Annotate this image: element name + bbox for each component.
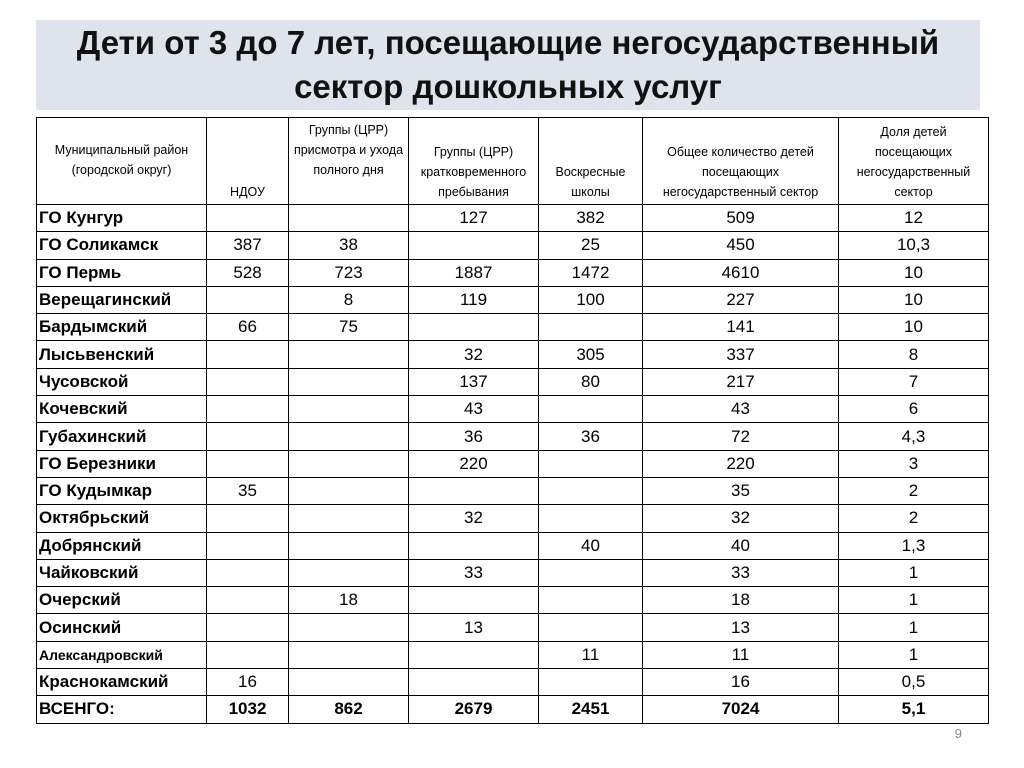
- cell-share: 2: [839, 477, 989, 504]
- cell-share: 12: [839, 205, 989, 232]
- table-row: [37, 477, 989, 504]
- cell-ndou: 387: [207, 232, 289, 259]
- table-row: [37, 614, 989, 641]
- table-row: [37, 669, 989, 696]
- cell-full-day: [289, 477, 409, 504]
- cell-full-day: 38: [289, 232, 409, 259]
- cell-share: 6: [839, 396, 989, 423]
- cell-district: ГО Пермь: [37, 259, 207, 286]
- cell-full-day: [289, 614, 409, 641]
- cell-ndou: [207, 368, 289, 395]
- total-row: [37, 696, 989, 723]
- cell-district: ГО Кунгур: [37, 205, 207, 232]
- cell-short-stay: [409, 641, 539, 668]
- cell-short-stay: 119: [409, 286, 539, 313]
- cell-district: Александровский: [37, 641, 207, 668]
- cell-district: ГО Соликамск: [37, 232, 207, 259]
- cell-share: 3: [839, 450, 989, 477]
- cell-sunday-school: [539, 669, 643, 696]
- table-row: [37, 286, 989, 313]
- cell-district: Очерский: [37, 587, 207, 614]
- cell-district: Бардымский: [37, 314, 207, 341]
- header-share: Доля детей посещающих негосударственный сектор: [839, 118, 989, 205]
- header-full-day-groups: Группы (ЦРР) присмотра и ухода полного дня: [289, 118, 409, 205]
- cell-share: 7: [839, 368, 989, 395]
- cell-full-day: 8: [289, 286, 409, 313]
- cell-full-day: [289, 341, 409, 368]
- cell-full-day: [289, 205, 409, 232]
- total-cell-full-day: 862: [289, 696, 409, 723]
- cell-share: 4,3: [839, 423, 989, 450]
- table-row: [37, 205, 989, 232]
- cell-share: 10,3: [839, 232, 989, 259]
- header-short-stay-groups: Группы (ЦРР) кратковременного пребывания: [409, 118, 539, 205]
- header-row: [37, 118, 989, 205]
- title-band: [36, 20, 980, 110]
- cell-district: Чайковский: [37, 559, 207, 586]
- cell-total: 217: [643, 368, 839, 395]
- cell-ndou: [207, 341, 289, 368]
- cell-district: Осинский: [37, 614, 207, 641]
- cell-share: 2: [839, 505, 989, 532]
- total-cell-short-stay: 2679: [409, 696, 539, 723]
- cell-total: 11: [643, 641, 839, 668]
- page-number: 9: [954, 726, 962, 741]
- cell-sunday-school: 11: [539, 641, 643, 668]
- cell-ndou: [207, 532, 289, 559]
- cell-total: 18: [643, 587, 839, 614]
- cell-full-day: [289, 396, 409, 423]
- cell-short-stay: 220: [409, 450, 539, 477]
- cell-total: 13: [643, 614, 839, 641]
- table-row: [37, 450, 989, 477]
- table-row: [37, 423, 989, 450]
- cell-total: 35: [643, 477, 839, 504]
- table-row: [37, 587, 989, 614]
- table-row: [37, 314, 989, 341]
- cell-share: 8: [839, 341, 989, 368]
- cell-total: 450: [643, 232, 839, 259]
- header-district: Муниципальный район (городской округ): [37, 118, 207, 205]
- cell-ndou: [207, 396, 289, 423]
- cell-total: 337: [643, 341, 839, 368]
- total-cell-share: 5,1: [839, 696, 989, 723]
- cell-ndou: [207, 450, 289, 477]
- cell-full-day: [289, 368, 409, 395]
- cell-short-stay: 13: [409, 614, 539, 641]
- table-row: [37, 559, 989, 586]
- total-cell-total: 7024: [643, 696, 839, 723]
- total-cell-district: ВСЕНГО:: [37, 696, 207, 723]
- cell-short-stay: 127: [409, 205, 539, 232]
- cell-sunday-school: 305: [539, 341, 643, 368]
- cell-total: 227: [643, 286, 839, 313]
- cell-district: Добрянский: [37, 532, 207, 559]
- cell-sunday-school: 25: [539, 232, 643, 259]
- cell-short-stay: 43: [409, 396, 539, 423]
- cell-ndou: [207, 205, 289, 232]
- cell-district: Октябрьский: [37, 505, 207, 532]
- header-sunday-schools: Воскресные школы: [539, 118, 643, 205]
- header-total-children: Общее количество детей посещающих негосударственный сектор: [643, 118, 839, 205]
- cell-sunday-school: [539, 614, 643, 641]
- table-row: [37, 259, 989, 286]
- page-title: Дети от 3 до 7 лет, посещающие негосударственный сектор дошкольных услуг: [76, 24, 940, 105]
- cell-ndou: [207, 641, 289, 668]
- cell-short-stay: 137: [409, 368, 539, 395]
- cell-full-day: 75: [289, 314, 409, 341]
- table-row: [37, 341, 989, 368]
- cell-short-stay: [409, 587, 539, 614]
- cell-total: 141: [643, 314, 839, 341]
- cell-full-day: [289, 450, 409, 477]
- cell-share: 0,5: [839, 669, 989, 696]
- cell-sunday-school: [539, 559, 643, 586]
- cell-sunday-school: 40: [539, 532, 643, 559]
- cell-total: 43: [643, 396, 839, 423]
- table-row: [37, 505, 989, 532]
- cell-sunday-school: [539, 450, 643, 477]
- total-cell-ndou: 1032: [207, 696, 289, 723]
- cell-ndou: 35: [207, 477, 289, 504]
- cell-full-day: [289, 669, 409, 696]
- cell-sunday-school: 80: [539, 368, 643, 395]
- cell-share: 1: [839, 641, 989, 668]
- table-row: [37, 532, 989, 559]
- cell-district: Верещагинский: [37, 286, 207, 313]
- cell-short-stay: [409, 532, 539, 559]
- cell-share: 1,3: [839, 532, 989, 559]
- cell-district: Лысьвенский: [37, 341, 207, 368]
- table-row: [37, 641, 989, 668]
- cell-share: 1: [839, 559, 989, 586]
- cell-short-stay: 36: [409, 423, 539, 450]
- cell-full-day: [289, 505, 409, 532]
- cell-sunday-school: [539, 396, 643, 423]
- cell-short-stay: [409, 314, 539, 341]
- cell-short-stay: [409, 477, 539, 504]
- cell-sunday-school: [539, 587, 643, 614]
- cell-total: 4610: [643, 259, 839, 286]
- total-cell-sunday-school: 2451: [539, 696, 643, 723]
- cell-total: 40: [643, 532, 839, 559]
- cell-ndou: [207, 286, 289, 313]
- cell-sunday-school: 100: [539, 286, 643, 313]
- header-ndou: НДОУ: [207, 118, 289, 205]
- cell-share: 1: [839, 614, 989, 641]
- cell-ndou: [207, 587, 289, 614]
- cell-sunday-school: [539, 477, 643, 504]
- cell-district: Кочевский: [37, 396, 207, 423]
- cell-sunday-school: [539, 314, 643, 341]
- cell-district: Губахинский: [37, 423, 207, 450]
- cell-total: 32: [643, 505, 839, 532]
- cell-sunday-school: 36: [539, 423, 643, 450]
- cell-total: 33: [643, 559, 839, 586]
- cell-ndou: 66: [207, 314, 289, 341]
- cell-short-stay: [409, 669, 539, 696]
- cell-total: 220: [643, 450, 839, 477]
- cell-full-day: 723: [289, 259, 409, 286]
- cell-total: 72: [643, 423, 839, 450]
- cell-short-stay: 33: [409, 559, 539, 586]
- cell-share: 1: [839, 587, 989, 614]
- cell-short-stay: 32: [409, 341, 539, 368]
- cell-full-day: [289, 559, 409, 586]
- cell-district: ГО Кудымкар: [37, 477, 207, 504]
- cell-full-day: 18: [289, 587, 409, 614]
- cell-district: ГО Березники: [37, 450, 207, 477]
- cell-ndou: 16: [207, 669, 289, 696]
- cell-ndou: [207, 614, 289, 641]
- data-table: [36, 117, 989, 724]
- cell-sunday-school: 1472: [539, 259, 643, 286]
- cell-total: 509: [643, 205, 839, 232]
- cell-short-stay: [409, 232, 539, 259]
- table-row: [37, 368, 989, 395]
- cell-ndou: [207, 423, 289, 450]
- cell-full-day: [289, 532, 409, 559]
- table-row: [37, 396, 989, 423]
- cell-ndou: [207, 505, 289, 532]
- cell-full-day: [289, 423, 409, 450]
- cell-share: 10: [839, 314, 989, 341]
- cell-short-stay: 1887: [409, 259, 539, 286]
- cell-district: Краснокамский: [37, 669, 207, 696]
- cell-full-day: [289, 641, 409, 668]
- cell-district: Чусовской: [37, 368, 207, 395]
- cell-total: 16: [643, 669, 839, 696]
- cell-sunday-school: [539, 505, 643, 532]
- cell-sunday-school: 382: [539, 205, 643, 232]
- cell-short-stay: 32: [409, 505, 539, 532]
- cell-ndou: 528: [207, 259, 289, 286]
- cell-ndou: [207, 559, 289, 586]
- cell-share: 10: [839, 259, 989, 286]
- table-row: [37, 232, 989, 259]
- cell-share: 10: [839, 286, 989, 313]
